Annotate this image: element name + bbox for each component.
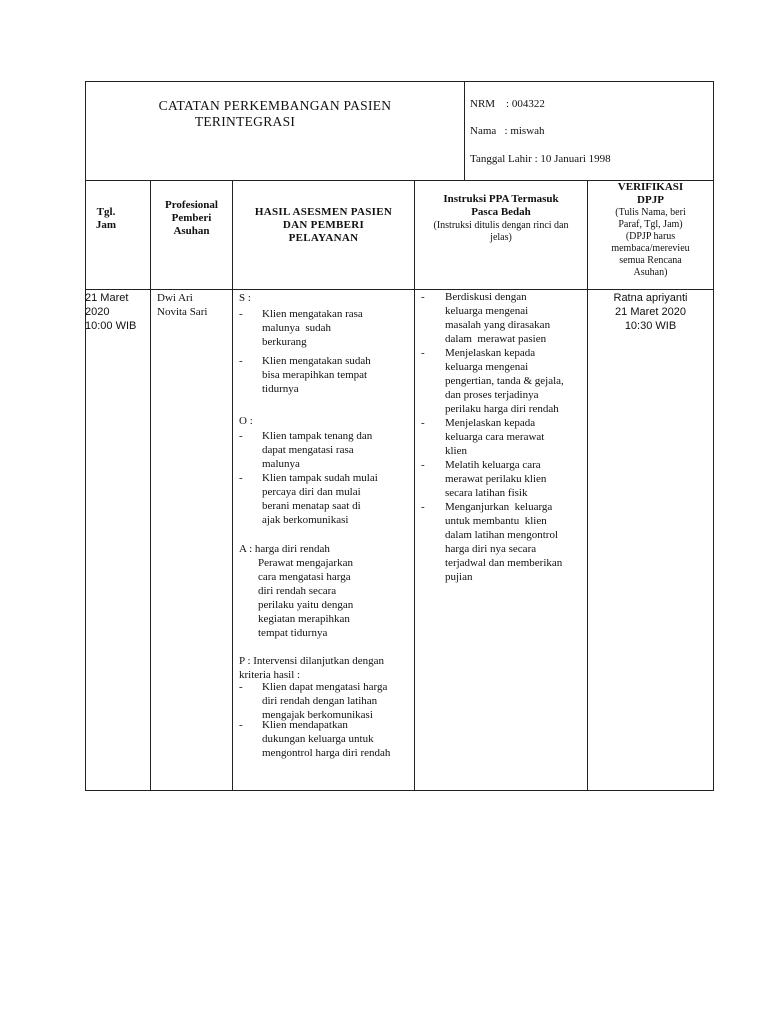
table-left-border bbox=[85, 81, 86, 791]
instr-dash-5: - bbox=[421, 501, 425, 513]
instr-dash-3: - bbox=[421, 417, 425, 429]
s-item-1: Klien mengatakan rasa malunya sudah berkurang bbox=[262, 308, 363, 348]
column-header-divider bbox=[85, 289, 714, 290]
p-dash-2: - bbox=[239, 719, 243, 731]
instruksi-item-5: Menganjurkan keluarga untuk membantu klien dalam latihan mengontrol harga diri nya secara terjadwal dan memberikan pujian bbox=[445, 501, 563, 583]
p-dash-1: - bbox=[239, 681, 243, 693]
col-header-verifikasi-sub: (Tulis Nama, beri Paraf, Tgl, Jam) (DPJP harus membaca/merevieu semua Rencana Asuhan) bbox=[611, 207, 690, 278]
col-header-instruksi-sub: (Instruksi ditulis dengan rinci dan jelas) bbox=[433, 220, 569, 243]
row-profesional: Dwi Ari Novita Sari bbox=[157, 292, 208, 318]
nrm-field: NRM : 004322 bbox=[470, 98, 545, 110]
col-header-tgl: Tgl. Jam bbox=[95, 206, 117, 231]
col-header-profesional: Profesional Pemberi Asuhan bbox=[165, 199, 218, 237]
row-tgl: 21 Maret 2020 10:00 WIB bbox=[85, 292, 137, 332]
subjective-label: S : bbox=[239, 292, 251, 304]
col-divider-1 bbox=[150, 180, 151, 791]
col-divider-3 bbox=[414, 180, 415, 791]
col-header-verifikasi-title: VERIFIKASI DPJP bbox=[617, 181, 684, 206]
assessment-label: A : harga diri rendah bbox=[239, 543, 330, 555]
table-top-border bbox=[85, 81, 714, 82]
o-dash-1: - bbox=[239, 430, 243, 442]
instr-dash-4: - bbox=[421, 459, 425, 471]
nama-field: Nama : miswah bbox=[470, 125, 545, 137]
plan-label: P : Intervensi dilanjutkan dengan kriteria hasil : bbox=[239, 655, 385, 681]
table-bottom-border bbox=[85, 790, 714, 791]
instruksi-item-1: Berdiskusi dengan keluarga mengenai masalah yang dirasakan dalam merawat pasien bbox=[445, 291, 551, 345]
col-header-instruksi-title: Instruksi PPA Termasuk Pasca Bedah bbox=[443, 193, 559, 218]
tanggal-lahir-field: Tanggal Lahir : 10 Januari 1998 bbox=[470, 153, 611, 165]
instruksi-item-2: Menjelaskan kepada keluarga mengenai pengertian, tanda & gejala, dan proses terjadinya perilaku harga diri rendah bbox=[445, 347, 564, 415]
s-dash-2: - bbox=[239, 355, 243, 367]
instruksi-item-3: Menjelaskan kepada keluarga cara merawat klien bbox=[445, 417, 545, 457]
document-title-line2: TERINTEGRASI bbox=[194, 114, 296, 129]
col-header-hasil: HASIL ASESMEN PASIEN DAN PEMBERI PELAYANAN bbox=[254, 206, 393, 244]
table-right-border bbox=[713, 81, 714, 791]
header-vertical-divider bbox=[464, 81, 465, 181]
objective-label: O : bbox=[239, 415, 253, 427]
assessment-text: Perawat mengajarkan cara mengatasi harga diri rendah secara perilaku yaitu dengan kegiatan merapihkan tempat tidurnya bbox=[258, 557, 354, 639]
o-item-2: Klien tampak sudah mulai percaya diri dan mulai berani menatap saat di ajak berkomunikasi bbox=[262, 472, 378, 526]
instruksi-item-4: Melatih keluarga cara merawat perilaku klien secara latihan fisik bbox=[445, 459, 547, 499]
document-title-line1: CATATAN PERKEMBANGAN PASIEN bbox=[158, 98, 392, 113]
p-item-1: Klien dapat mengatasi harga diri rendah dengan latihan mengajak berkomunikasi bbox=[262, 681, 388, 721]
s-item-2: Klien mengatakan sudah bisa merapihkan tempat tidurnya bbox=[262, 355, 371, 395]
o-dash-2: - bbox=[239, 472, 243, 484]
s-dash-1: - bbox=[239, 308, 243, 320]
p-item-2: Klien mendapatkan dukungan keluarga untuk mengontrol harga diri rendah bbox=[262, 719, 391, 759]
instr-dash-2: - bbox=[421, 347, 425, 359]
verifikasi-entry: Ratna apriyanti 21 Maret 2020 10:30 WIB bbox=[613, 292, 688, 332]
o-item-1: Klien tampak tenang dan dapat mengatasi rasa malunya bbox=[262, 430, 373, 470]
instr-dash-1: - bbox=[421, 291, 425, 303]
col-divider-2 bbox=[232, 180, 233, 791]
